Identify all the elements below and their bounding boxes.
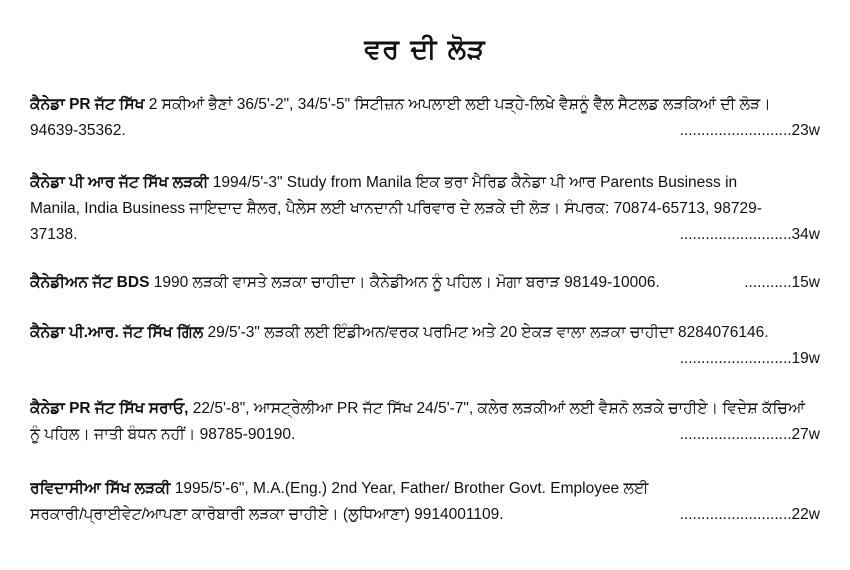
ad-code: ..........................19w — [679, 350, 820, 367]
ad-text: 1990 ਲੜਕੀ ਵਾਸਤੇ ਲੜਕਾ ਚਾਹੀਦਾ। ਕੈਨੇਡੀਅਨ ਨੂੰ ਪਹਿਲ। ਮੋਗਾ ਬਰਾੜ 98149-10006. — [149, 274, 660, 291]
ad-text: 1995/5'-6", M.A.(Eng.) 2nd Year, Father/ Brother Govt. Employee ਲਈ — [170, 480, 649, 497]
ad-text: 22/5'-8", ਆਸਟ੍ਰੇਲੀਆ PR ਜੱਟ ਸਿੱਖ 24/5'-7", ਕਲੇਰ ਲੜਕੀਆਂ ਲਈ ਵੈਸ਼ਨੋ ਲੜਕੇ ਚਾਹੀਏ। ਵਿਦੇਸ਼ ਕੱਚਿਆਂ — [188, 400, 805, 417]
ad-lead: ਕੈਨੇਡੀਅਨ ਜੱਟ BDS — [30, 274, 150, 291]
ad-line — [30, 320, 820, 346]
matrimonial-ad — [30, 320, 820, 372]
ad-line — [30, 118, 820, 144]
ad-text: 37138. — [30, 226, 78, 243]
ad-line — [30, 92, 820, 118]
ad-code: ..........................23w — [679, 122, 820, 139]
page-title: ਵਰ ਦੀ ਲੋੜ — [364, 34, 486, 65]
ad-line — [30, 222, 820, 248]
ad-code: ..........................27w — [679, 426, 820, 443]
ad-line — [30, 422, 820, 448]
ad-text: 29/5'-3" ਲੜਕੀ ਲਈ ਇੰਡੀਅਨ/ਵਰਕ ਪਰਮਿਟ ਅਤੇ 20 ਏਕੜ ਵਾਲਾ ਲੜਕਾ ਚਾਹੀਦਾ 8284076146. — [203, 324, 769, 341]
matrimonial-ad — [30, 92, 820, 144]
ad-line — [30, 396, 820, 422]
ad-text: 94639-35362. — [30, 122, 126, 139]
ad-line — [30, 196, 820, 222]
ad-text: ਸਰਕਾਰੀ/ਪ੍ਰਾਈਵੇਟ/ਆਪਣਾ ਕਾਰੋਬਾਰੀ ਲੜਕਾ ਚਾਹੀਏ। (ਲੁਧਿਆਣਾ) 9914001109. — [30, 506, 504, 523]
ad-code: ...........15w — [744, 274, 820, 291]
ad-lead: ਰਵਿਦਾਸੀਆ ਸਿੱਖ ਲੜਕੀ — [30, 480, 171, 497]
ad-line — [30, 502, 820, 528]
matrimonial-ad — [30, 170, 820, 248]
ad-lead: ਕੈਨੇਡਾ ਪੀ.ਆਰ. ਜੱਟ ਸਿੱਖ ਗਿੱਲ — [30, 324, 204, 341]
ad-line — [30, 170, 820, 196]
ad-lead: ਕੈਨੇਡਾ PR ਜੱਟ ਸਿੱਖ — [30, 96, 145, 113]
ad-lead: ਕੈਨੇਡਾ PR ਜੱਟ ਸਿੱਖ ਸਰਾਓ, — [30, 400, 189, 417]
matrimonial-ad — [30, 476, 820, 528]
ad-line — [30, 476, 820, 502]
ad-text: ਨੂੰ ਪਹਿਲ। ਜਾਤੀ ਬੰਧਨ ਨਹੀਂ। 98785-90190. — [30, 426, 296, 443]
ad-text: 2 ਸਕੀਆਂ ਭੈਣਾਂ 36/5'-2", 34/5'-5" ਸਿਟੀਜ਼ਨ ਅਪਲਾਈ ਲਈ ਪੜ੍ਹੇ-ਲਿਖੇ ਵੈਸ਼ਨੂੰ ਵੈੱਲ ਸੈਟਲਡ ਲੜਕਿਆਂ ਦੀ ਲੋੜ। — [144, 96, 771, 113]
ad-code: ..........................34w — [679, 226, 820, 243]
matrimonial-ad — [30, 270, 820, 296]
matrimonial-ad — [30, 396, 820, 448]
ad-text: Manila, India Business ਜਾਇਦਾਦ ਸ਼ੈਲਰ, ਪੈਲੇਸ ਲਈ ਖਾਨਦਾਨੀ ਪਰਿਵਾਰ ਦੇ ਲੜਕੇ ਦੀ ਲੋੜ। ਸੰਪਰਕ: 70874-65713, 98729- — [30, 200, 762, 217]
ad-line — [30, 346, 820, 372]
ad-line — [30, 270, 820, 296]
ad-text: 1994/5'-3" Study from Manila ਇਕ ਭਰਾ ਮੈਰਿਡ ਕੈਨੇਡਾ ਪੀ ਆਰ Parents Business in — [208, 174, 738, 191]
ad-code: ..........................22w — [679, 506, 820, 523]
ad-lead: ਕੈਨੇਡਾ ਪੀ ਆਰ ਜੱਟ ਸਿੱਖ ਲੜਕੀ — [30, 174, 209, 191]
